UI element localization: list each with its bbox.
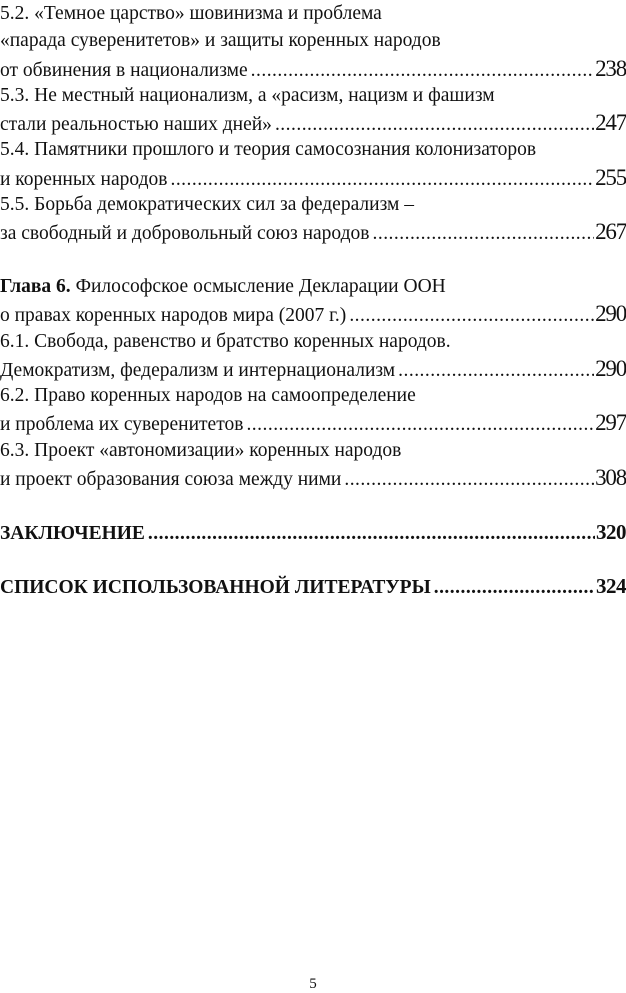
toc-entry-text-line: 5.4. Памятники прошлого и теория самосознания колонизаторов	[0, 139, 537, 161]
toc-entry-5-5[interactable]	[0, 191, 626, 246]
toc-entry-text-line: 5.2. «Темное царство» шовинизма и проблема	[0, 3, 382, 24]
toc-entry-text-line: и проблема их суверенитетов	[0, 414, 244, 436]
dot-leader	[275, 111, 594, 138]
toc-entry-text-line: 5.3. Не местный национализм, а «расизм, нацизм и фашизм	[0, 84, 495, 106]
toc-entry-text-line: и проект образования союза между ними	[0, 469, 342, 491]
toc-entry-text-line: 6.1. Свобода, равенство и братство коренных народов.	[0, 330, 451, 352]
spacer	[0, 491, 626, 518]
toc-entry-text-line: 6.2. Право коренных народов на самоопределение	[0, 385, 416, 407]
toc-entry-text-line: СПИСОК ИСПОЛЬЗОВАННОЙ ЛИТЕРАТУРЫ	[0, 577, 431, 599]
toc-entry-text-line: и коренных народов	[0, 168, 168, 190]
toc-entry-text-line: за свободный и добровольный союз народов	[0, 223, 370, 245]
dot-leader	[373, 220, 595, 247]
toc-page-number: 290	[595, 355, 626, 381]
toc-entry-6-3[interactable]	[0, 437, 626, 492]
toc-entry-text-line: стали реальностью наших дней»	[0, 114, 272, 136]
toc-page-number: 255	[595, 164, 626, 190]
toc-entry-bibliography[interactable]	[0, 573, 626, 600]
chapter-label: Глава 6.	[0, 275, 71, 297]
page-number: 5	[309, 976, 317, 992]
toc-entry-5-3[interactable]	[0, 82, 626, 137]
toc-chapter-heading-line	[0, 273, 626, 300]
toc-entry-text-line: 6.3. Проект «автономизации» коренных народов	[0, 439, 402, 461]
toc-entry-5-4[interactable]	[0, 136, 626, 191]
toc-entry-text-line: Демократизм, федерализм и интернационализм	[0, 359, 396, 381]
dot-leader	[246, 411, 594, 438]
toc-entry-chapter-6[interactable]	[0, 273, 626, 328]
toc-entry-6-2[interactable]	[0, 382, 626, 437]
toc-page-number: 324	[596, 574, 626, 599]
dot-leader	[434, 574, 595, 601]
toc-entry-text-line: от обвинения в национализме	[0, 59, 248, 81]
dot-leader	[349, 302, 594, 329]
toc-page-number: 238	[595, 55, 626, 81]
toc-page-number: 320	[596, 519, 626, 544]
chapter-title: Философское осмысление Декларации ООН	[70, 275, 446, 297]
dot-leader	[148, 520, 595, 547]
dot-leader	[251, 57, 594, 84]
dot-leader	[170, 166, 594, 193]
toc-entry-text-line: 5.5. Борьба демократических сил за федерализм –	[0, 194, 414, 216]
toc-entry-text-line: ЗАКЛЮЧЕНИЕ	[0, 522, 145, 544]
toc-page-number: 267	[595, 219, 626, 245]
toc-entry-conclusion[interactable]	[0, 519, 626, 546]
toc-page-number: 290	[595, 301, 626, 327]
spacer	[0, 246, 626, 273]
spacer	[0, 546, 626, 573]
toc-page-number: 247	[595, 110, 626, 136]
toc-entry-5-2[interactable]	[0, 0, 626, 82]
toc-page-number: 308	[595, 465, 626, 491]
toc-entry-6-1[interactable]	[0, 328, 626, 383]
toc-entry-text-line: о правах коренных народов мира (2007 г.)	[0, 305, 347, 327]
dot-leader	[398, 357, 594, 384]
toc-entry-text-line: «парада суверенитетов» и защиты коренных народов	[0, 30, 441, 52]
dot-leader	[344, 466, 594, 493]
toc-page-number: 297	[595, 410, 626, 436]
